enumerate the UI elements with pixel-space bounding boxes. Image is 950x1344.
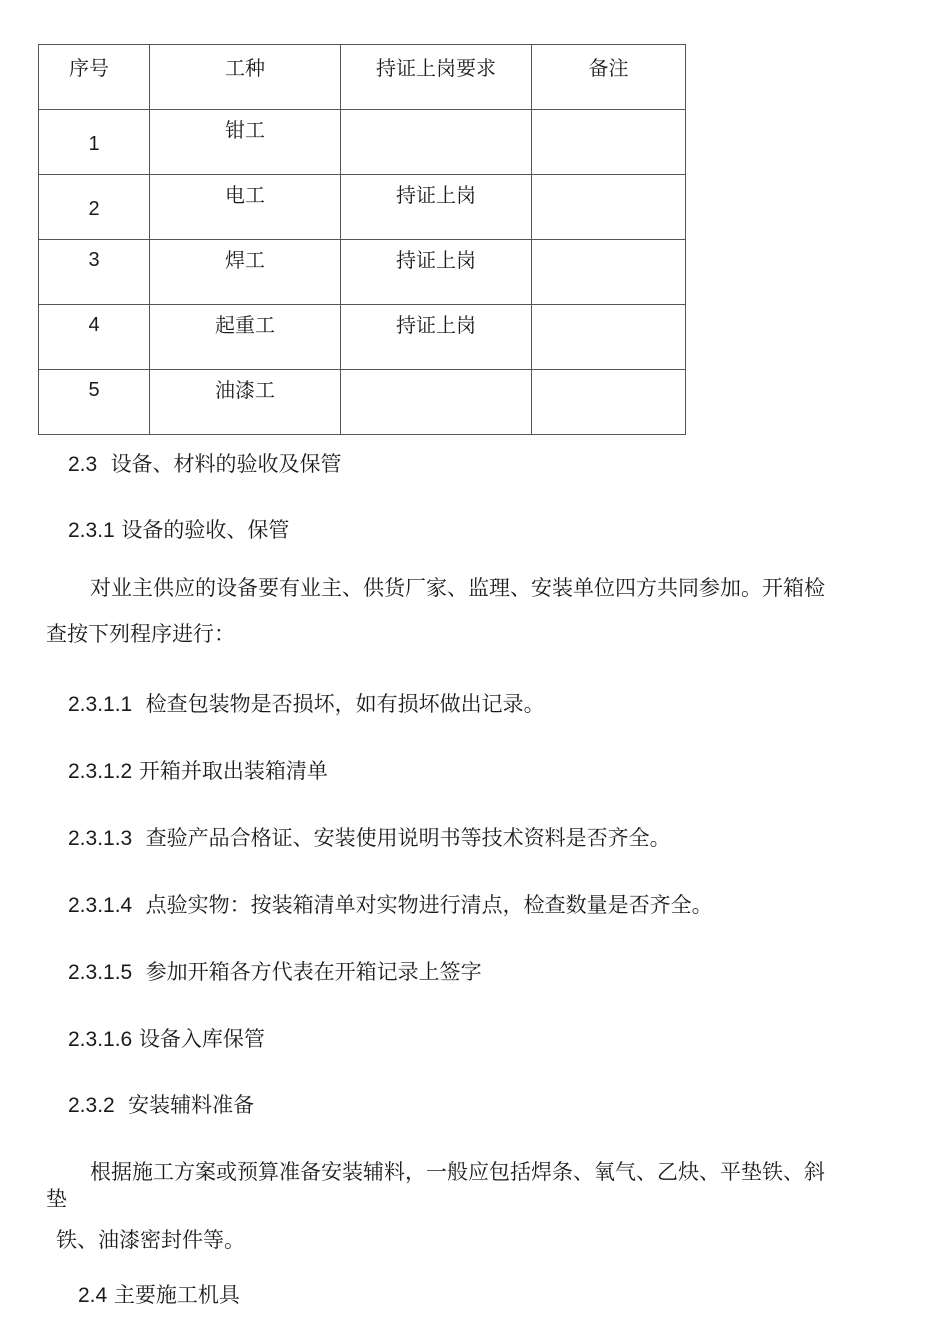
step-item: 2.3.1.2 开箱并取出装箱清单 [68, 759, 328, 783]
section-heading-2-3-2: 2.3.2 安装辅料准备 [68, 1093, 255, 1117]
work-type-table [38, 44, 686, 435]
cell-trade: 电工 [150, 175, 341, 240]
cell-note [532, 240, 686, 305]
section-heading-2-3-1: 2.3.1 设备的验收、保管 [68, 518, 290, 542]
cell-trade: 油漆工 [150, 370, 341, 435]
header-note: 备注 [532, 45, 686, 110]
paragraph-1-line-1: 对业主供应的设备要有业主、供货厂家、监理、安装单位四方共同参加。开箱检 [90, 576, 825, 600]
cell-note [532, 110, 686, 175]
cell-cert: 持证上岗 [341, 305, 532, 370]
table-row [39, 305, 686, 370]
header-seq: 序号 [39, 45, 150, 110]
table-header-row [39, 45, 686, 110]
step-item: 2.3.1.5 参加开箱各方代表在开箱记录上签字 [68, 960, 482, 984]
paragraph-1-line-2: 查按下列程序进行： [46, 622, 235, 646]
cell-note [532, 175, 686, 240]
header-trade: 工种 [150, 45, 341, 110]
cell-trade: 起重工 [150, 305, 341, 370]
cell-seq: 4 [39, 305, 150, 370]
cell-seq: 3 [39, 240, 150, 305]
table-row [39, 110, 686, 175]
section-heading-2-4: 2.4 主要施工机具 [78, 1283, 240, 1307]
cell-note [532, 305, 686, 370]
cell-cert [341, 370, 532, 435]
paragraph-2-line-2: 垫 [46, 1187, 67, 1211]
table-row [39, 175, 686, 240]
step-item: 2.3.1.1 检查包装物是否损坏，如有损坏做出记录。 [68, 692, 545, 716]
section-heading-2-3: 2.3 设备、材料的验收及保管 [68, 452, 342, 476]
step-item: 2.3.1.4 点验实物：按装箱清单对实物进行清点，检查数量是否齐全。 [68, 893, 713, 917]
cell-note [532, 370, 686, 435]
cell-seq: 5 [39, 370, 150, 435]
header-cert: 持证上岗要求 [341, 45, 532, 110]
cell-seq: 1 [39, 110, 150, 175]
cell-cert [341, 110, 532, 175]
table-row [39, 370, 686, 435]
table-row [39, 240, 686, 305]
paragraph-2-line-1: 根据施工方案或预算准备安装辅料，一般应包括焊条、氧气、乙炔、平垫铁、斜 [90, 1160, 825, 1184]
step-item: 2.3.1.3 查验产品合格证、安装使用说明书等技术资料是否齐全。 [68, 826, 671, 850]
cell-seq: 2 [39, 175, 150, 240]
paragraph-2-line-3: 铁、油漆密封件等。 [56, 1228, 245, 1252]
step-item: 2.3.1.6 设备入库保管 [68, 1027, 265, 1051]
cell-trade: 钳工 [150, 110, 341, 175]
cell-cert: 持证上岗 [341, 240, 532, 305]
cell-cert: 持证上岗 [341, 175, 532, 240]
cell-trade: 焊工 [150, 240, 341, 305]
